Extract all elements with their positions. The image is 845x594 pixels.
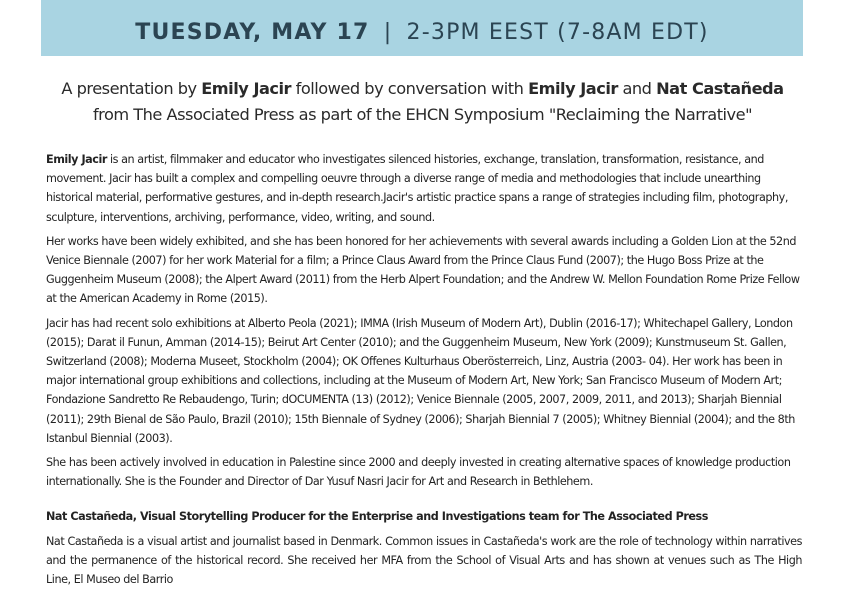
datetime-separator: | bbox=[383, 20, 393, 45]
intro-text: A presentation by bbox=[61, 79, 202, 98]
speaker-name: Nat Castañeda bbox=[656, 79, 784, 98]
bio-text: is an artist, filmmaker and educator who investigates silenced histories, exchange, translation, transformation, resistance, and movement. Jacir has built a complex and compelling oeuvre through a diverse range of media and methodologies that include unearthing historical material, performative gestures, and in-depth research.Jacir's artistic practice spans a range of strategies including film, photography, sculpture, interventions, archiving, performance, video, writing, and sound. bbox=[46, 153, 788, 224]
bio-name: Emily Jacir bbox=[46, 153, 107, 166]
speaker-name: Emily Jacir bbox=[528, 79, 618, 98]
castaneda-bio-paragraph: Nat Castañeda is a visual artist and journalist based in Denmark. Common issues in Castañeda's work are the role of technology within narratives and the permanence of the historical record. She received her MFA from the School of Visual Arts and has shown at venues such as The High Line, El Museo del Barrio bbox=[46, 534, 802, 587]
event-date: TUESDAY, MAY 17 bbox=[135, 20, 370, 45]
jacir-exhibitions-paragraph: Jacir has had recent solo exhibitions at Alberto Peola (2021); IMMA (Irish Museum of Modern Art), Dublin (2016-17); Whitechapel Gallery, London (2015); Darat il Funun, Amman (2014-15); Beirut Art Center (2010); and the Guggenheim Museum, New York (2009); Kunstmuseum St. Gallen, Switzerland (2008); Moderna Museet, Stockholm (2004); OK Offenes Kulturhaus Oberösterreich, Linz, Austria (2003- 04). Her work has been in major international group exhibitions and collections, including at the Museum of Modern Art, New York; San Francisco Museum of Modern Art; Fondazione Sandretto Re Rebaudengo, Turin; dOCUMENTA (13) (2012); Venice Biennale (2005, 2007, 2009, 2011, and 2013); Sharjah Biennial (2011); 29th Bienal de São Paulo, Brazil (2010); 15th Biennale of Sydney (2006); Sharjah Biennial 7 (2005); Whitney Biennial (2004); and the 8th Istanbul Biennial (2003). bbox=[46, 316, 795, 445]
event-banner bbox=[41, 0, 803, 56]
jacir-education-paragraph: She has been actively involved in education in Palestine since 2000 and deeply invested in creating alternative spaces of knowledge production internationally. She is the Founder and Director of Dar Yusuf Nasri Jacir for Art and Research in Bethlehem. bbox=[46, 456, 791, 489]
speaker-bios bbox=[46, 150, 802, 594]
event-datetime bbox=[135, 22, 708, 44]
jacir-awards-paragraph: Her works have been widely exhibited, and she has been honored for her achievements with several awards including a Golden Lion at the 52nd Venice Biennale (2007) for her work Material for a film; a Prince Claus Award from the Prince Claus Fund (2007); the Hugo Boss Prize at the Guggenheim Museum (2008); the Alpert Award (2011) from the Herb Alpert Foundation; and the Andrew W. Mellon Foundation Rome Prize Fellow at the American Academy in Rome (2015). bbox=[46, 234, 800, 306]
castaneda-title: Nat Castañeda, Visual Storytelling Producer for the Enterprise and Investigations team for The Associated Press bbox=[46, 510, 708, 524]
event-time: 2-3PM EEST (7-8AM EDT) bbox=[406, 20, 709, 45]
intro-text: and bbox=[617, 79, 657, 98]
speaker-name: Emily Jacir bbox=[201, 79, 292, 98]
intro-text: followed by conversation with bbox=[291, 79, 529, 98]
castaneda-heading bbox=[46, 507, 802, 526]
event-intro bbox=[60, 76, 785, 128]
jacir-bio-paragraph bbox=[46, 150, 802, 227]
intro-text: from The Associated Press as part of the EHCN Symposium "Reclaiming the Narrative" bbox=[92, 105, 753, 124]
